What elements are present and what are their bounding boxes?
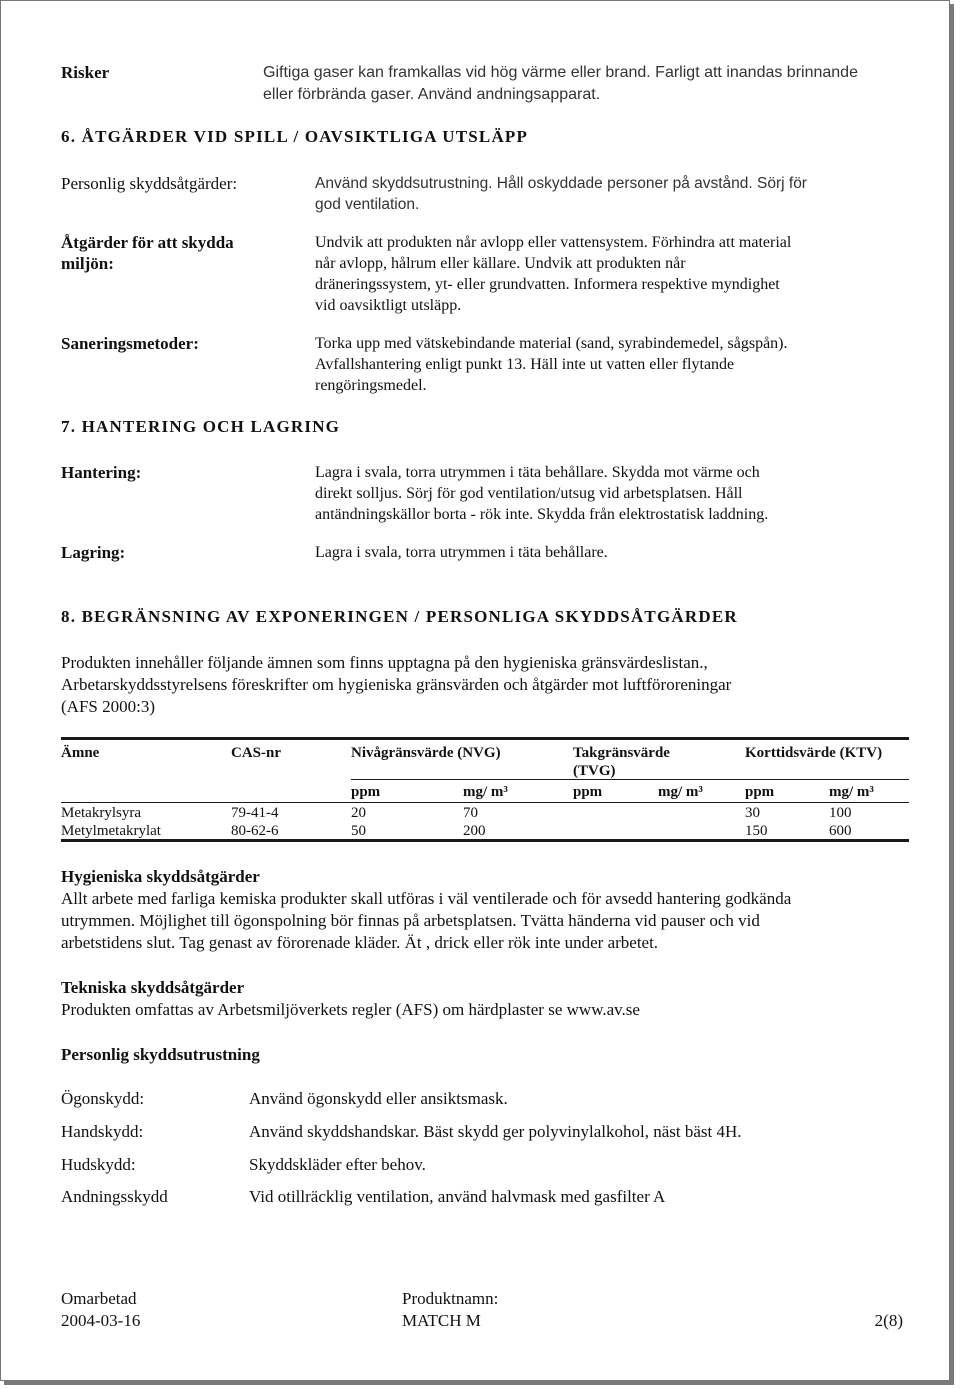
environment-text — [315, 232, 791, 316]
cleanup-line-3: rengöringsmedel. — [315, 377, 427, 394]
intro-line-2: Arbetarskyddsstyrelsens föreskrifter om hygieniska gränsvärden och åtgärder mot luftföroreningar — [61, 675, 732, 694]
handling-label: Hantering: — [61, 463, 142, 482]
unit-nvg-ppm: ppm — [351, 784, 381, 800]
row-2-cas: 80-62-6 — [231, 823, 279, 839]
personal-line-1: Använd skyddsutrustning. Håll oskyddade personer på avstånd. Sörj för — [315, 175, 807, 192]
environment-label — [61, 232, 234, 274]
intro-line-1: Produkten innehåller följande ämnen som finns upptagna på den hygieniska gränsvärdeslistan., — [61, 653, 708, 672]
section-6-heading: 6. ÅTGÄRDER VID SPILL / OAVSIKTLIGA UTSLÄPP — [61, 127, 529, 146]
ppe-respiratory-value: Vid otillräcklig ventilation, använd halvmask med gasfilter A — [249, 1187, 666, 1206]
ppe-respiratory-label: Andningsskydd — [61, 1187, 168, 1206]
ppe-eye-label: Ögonskydd: — [61, 1089, 145, 1108]
row-1-nvg-ppm: 20 — [351, 805, 366, 821]
footer-revised-date: 2004-03-16 — [61, 1311, 141, 1330]
handling-line-1: Lagra i svala, torra utrymmen i täta behållare. Skydda mot värme och — [315, 464, 760, 481]
storage-text: Lagra i svala, torra utrymmen i täta behållare. — [315, 544, 608, 561]
environment-label-line-1: Åtgärder för att skydda — [61, 233, 234, 252]
section-7-heading: 7. HANTERING OCH LAGRING — [61, 417, 341, 436]
unit-ktv-ppm: ppm — [745, 784, 775, 800]
unit-tvg-ppm: ppm — [573, 784, 603, 800]
footer-page-number: 2(8) — [874, 1311, 903, 1330]
cleanup-line-2: Avfallshantering enligt punkt 13. Häll inte ut vatten eller flytande — [315, 356, 735, 373]
header-tvg-line-1: Takgränsvärde — [573, 745, 670, 761]
risks-label: Risker — [61, 63, 110, 82]
header-tvg — [573, 744, 670, 780]
hygiene-text — [61, 888, 791, 954]
handling-text — [315, 462, 768, 525]
unit-ktv-mg: mg/ m³ — [829, 784, 874, 800]
environment-label-line-2: miljön: — [61, 254, 114, 273]
hygiene-line-1: Allt arbete med farliga kemiska produkter skall utföras i väl ventilerade och för avsedd hantering godkända — [61, 889, 792, 908]
hygiene-heading: Hygieniska skyddsåtgärder — [61, 867, 260, 886]
table-top-rule — [61, 737, 909, 740]
technical-text: Produkten omfattas av Arbetsmiljöverkets regler (AFS) om härdplaster se www.av.se — [61, 1000, 640, 1019]
row-1-cas: 79-41-4 — [231, 805, 279, 821]
footer-product-label: Produktnamn: — [402, 1289, 499, 1308]
row-2-ktv-mg: 600 — [829, 823, 852, 839]
table-bottom-rule — [61, 839, 909, 842]
row-2-nvg-ppm: 50 — [351, 823, 366, 839]
handling-line-2: direkt solljus. Sörj för god ventilation/utsug vid arbetsplatsen. Håll — [315, 485, 743, 502]
personal-line-2: god ventilation. — [315, 196, 420, 213]
ppe-hand-label: Handskydd: — [61, 1122, 144, 1141]
footer-product-name: MATCH M — [402, 1311, 481, 1330]
hygiene-line-3: arbetstidens slut. Tag genast av förorenade kläder. Ät , drick eller rök inte under arbetet. — [61, 933, 659, 952]
row-1-ktv-ppm: 30 — [745, 805, 760, 821]
footer-revised-label: Omarbetad — [61, 1289, 137, 1308]
cleanup-label: Saneringsmetoder: — [61, 334, 199, 353]
cleanup-text — [315, 333, 788, 396]
row-2-nvg-mg: 200 — [463, 823, 486, 839]
intro-line-3: (AFS 2000:3) — [61, 697, 155, 716]
section-8-intro — [61, 652, 731, 718]
header-cas: CAS-nr — [231, 745, 282, 761]
environment-line-4: vid oavsiktligt utsläpp. — [315, 297, 462, 314]
storage-label: Lagring: — [61, 543, 126, 562]
units-top-rule — [351, 779, 909, 780]
row-2-ktv-ppm: 150 — [745, 823, 768, 839]
environment-line-1: Undvik att produkten når avlopp eller vattensystem. Förhindra att material — [315, 234, 792, 251]
header-tvg-line-2: (TVG) — [573, 763, 616, 779]
row-1-nvg-mg: 70 — [463, 805, 478, 821]
ppe-skin-value: Skyddskläder efter behov. — [249, 1155, 426, 1174]
header-nvg: Nivågränsvärde (NVG) — [351, 745, 501, 761]
header-ktv: Korttidsvärde (KTV) — [745, 745, 883, 761]
unit-tvg-mg: mg/ m³ — [658, 784, 703, 800]
risks-line-1: Giftiga gaser kan framkallas vid hög värme eller brand. Farligt att inandas brinnande — [263, 64, 858, 81]
section-8-heading: 8. BEGRÄNSNING AV EXPONERINGEN / PERSONLIGA SKYDDSÅTGÄRDER — [61, 607, 738, 626]
environment-line-3: dräneringssystem, yt- eller grundvatten. Informera respektive myndighet — [315, 276, 780, 293]
units-bottom-rule — [61, 802, 909, 803]
hygiene-line-2: utrymmen. Möjlighet till ögonspolning bör finnas på arbetsplatsen. Tvätta händerna vid pauser och vid — [61, 911, 760, 930]
risks-text — [263, 62, 858, 106]
row-1-ktv-mg: 100 — [829, 805, 852, 821]
environment-line-2: når avlopp, hålrum eller källare. Undvik att produkten når — [315, 255, 686, 272]
technical-heading: Tekniska skyddsåtgärder — [61, 978, 245, 997]
ppe-skin-label: Hudskydd: — [61, 1155, 136, 1174]
handling-line-3: antändningskällor borta - rök inte. Skydda från elektrostatisk laddning. — [315, 506, 769, 523]
cleanup-line-1: Torka upp med vätskebindande material (sand, syrabindemedel, sågspån). — [315, 335, 788, 352]
unit-nvg-mg: mg/ m³ — [463, 784, 508, 800]
personal-label: Personlig skyddsåtgärder: — [61, 174, 238, 193]
row-2-substance: Metylmetakrylat — [61, 823, 161, 839]
risks-line-2: eller förbrända gaser. Använd andningsapparat. — [263, 86, 601, 103]
ppe-hand-value: Använd skyddshandskar. Bäst skydd ger polyvinylalkohol, näst bäst 4H. — [249, 1122, 742, 1141]
row-1-substance: Metakrylsyra — [61, 805, 141, 821]
personal-text — [315, 173, 807, 215]
ppe-heading: Personlig skyddsutrustning — [61, 1045, 260, 1064]
header-substance: Ämne — [61, 745, 100, 761]
ppe-eye-value: Använd ögonskydd eller ansiktsmask. — [249, 1089, 508, 1108]
